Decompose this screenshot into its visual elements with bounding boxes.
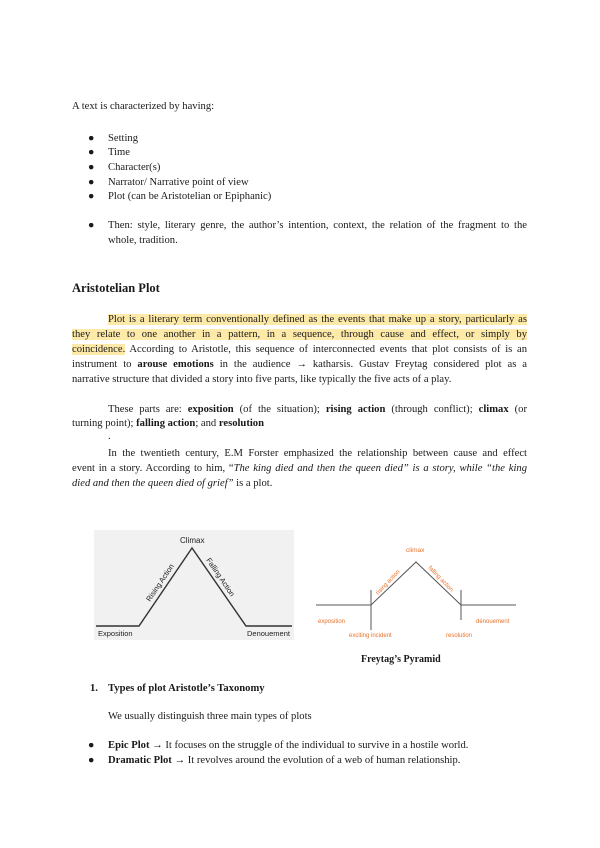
diagram-background bbox=[94, 530, 294, 640]
italic-quote: died and then the queen died of grief” bbox=[72, 478, 234, 489]
list-item: Setting bbox=[108, 133, 139, 144]
section-heading: Aristotelian Plot bbox=[72, 281, 160, 295]
paragraph-text: (through conflict); bbox=[385, 404, 479, 415]
paragraph-text: in the audience → katharsis. Gustav Freytag considered plot as a bbox=[213, 359, 527, 370]
paragraph-text: According to Aristotle, this sequence of interconnected events that plot consists of is an bbox=[125, 344, 527, 355]
falling-action-label: falling action bbox=[426, 565, 455, 594]
section-title: Types of plot Aristotle’s Taxonomy bbox=[108, 683, 265, 694]
paragraph-text: (or bbox=[508, 404, 527, 415]
plot-type-desc: It revolves around the evolution of a web of human relationship. bbox=[187, 755, 461, 766]
highlighted-text: Plot is a literary term conventionally defined as the events that make up a story, particularly as bbox=[108, 314, 527, 325]
plot-type-name: Dramatic Plot bbox=[108, 755, 172, 766]
arrow: → bbox=[171, 755, 188, 766]
bullet-dot: ● bbox=[88, 740, 95, 751]
paragraph-text: narrative structure that divided a story into five parts, like typically the five acts of a play. bbox=[72, 374, 452, 385]
plot-type-name: Epic Plot bbox=[108, 740, 150, 751]
pyramid-line bbox=[316, 562, 516, 605]
paragraph-text: turning point); bbox=[72, 418, 137, 429]
bold-term: climax bbox=[478, 404, 509, 415]
freytag-pyramid-diagram bbox=[316, 540, 516, 640]
paragraph-text: ; and bbox=[195, 418, 219, 429]
bold-term: falling action bbox=[136, 418, 196, 429]
section-number: 1. bbox=[90, 683, 98, 694]
denouement-label: Denouement bbox=[247, 629, 290, 638]
bold-term: arouse emotions bbox=[137, 359, 214, 370]
paragraph-text: instrument to bbox=[72, 359, 138, 370]
climax-label: Climax bbox=[180, 536, 205, 545]
rising-action-label: Rising Action bbox=[144, 562, 176, 604]
exposition-label: Exposition bbox=[98, 629, 133, 638]
bold-term: exposition bbox=[187, 404, 234, 415]
list-item: Character(s) bbox=[108, 162, 161, 173]
list-item: Narrator/ Narrative point of view bbox=[108, 177, 249, 188]
bullet-dot: ● bbox=[88, 220, 95, 231]
paragraph-text: event in a story. According to him, “ bbox=[72, 463, 234, 474]
paragraph-text: These parts are: bbox=[108, 404, 188, 415]
bold-term: rising action bbox=[325, 404, 386, 415]
highlighted-text: they relate to one another in a pattern, in a sequence, through cause and effect, or simply by bbox=[72, 329, 527, 340]
list-item: Time bbox=[108, 147, 130, 158]
italic-quote: The king died and then the queen died” is a story, while “the king bbox=[233, 463, 527, 474]
resolution-label: resolution bbox=[446, 633, 473, 639]
bullet-dot: ● bbox=[88, 191, 95, 202]
bullet-dot: ● bbox=[88, 147, 95, 158]
paragraph-text: (of the situation); bbox=[233, 404, 326, 415]
highlighted-text: coincidence. bbox=[72, 344, 126, 355]
arrow: → bbox=[149, 740, 166, 751]
plot-diagram-grey bbox=[94, 530, 294, 640]
then-line-2: whole, tradition. bbox=[108, 235, 178, 246]
bullet-dot: ● bbox=[88, 133, 95, 144]
plot-type-desc: It focuses on the struggle of the individual to survive in a hostile world. bbox=[165, 740, 469, 751]
falling-action-label: Falling Action bbox=[204, 556, 237, 599]
rising-action-label: rising action bbox=[375, 569, 402, 597]
bullet-dot: ● bbox=[88, 755, 95, 766]
list-item bbox=[108, 755, 460, 766]
climax-label: climax bbox=[406, 547, 425, 554]
exposition-label: exposition bbox=[318, 619, 346, 625]
inciting-incident-label: exciting incident bbox=[349, 633, 392, 639]
denouement-label: dénouement bbox=[476, 619, 510, 625]
then-line-1: Then: style, literary genre, the author’s intention, context, the relation of the fragment to the bbox=[108, 220, 527, 231]
types-intro: We usually distinguish three main types of plots bbox=[108, 711, 312, 722]
stray-period: . bbox=[108, 431, 111, 442]
bullet-dot: ● bbox=[88, 162, 95, 173]
list-item: Plot (can be Aristotelian or Epiphanic) bbox=[108, 191, 272, 202]
bullet-dot: ● bbox=[88, 177, 95, 188]
bold-term: resolution bbox=[218, 418, 264, 429]
paragraph-text: In the twentieth century, E.M Forster emphasized the relationship between cause and effect bbox=[108, 448, 527, 459]
paragraph-text: is a plot. bbox=[233, 478, 273, 489]
list-item bbox=[108, 740, 468, 751]
diagram-caption: Freytag’s Pyramid bbox=[361, 654, 441, 665]
intro-text: A text is characterized by having: bbox=[72, 101, 215, 112]
